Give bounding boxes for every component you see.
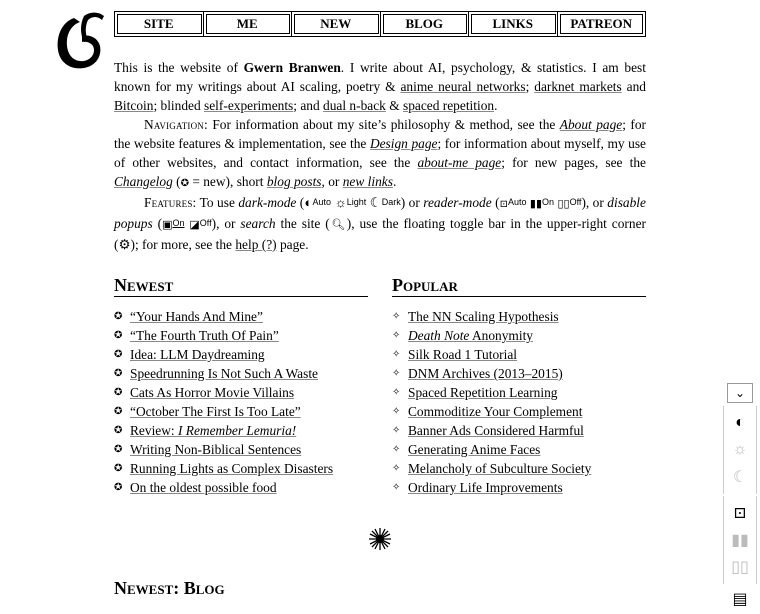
text: ), or (211, 216, 241, 231)
review-prefix: Review: (130, 423, 178, 438)
on-label: On (172, 218, 185, 228)
newest-link[interactable]: “The Fourth Truth Of Pain” (130, 328, 279, 343)
text: ), or (581, 195, 608, 210)
sparkle-bullet-icon: ✧ (392, 425, 401, 436)
sparkle-bullet-icon: ✧ (392, 387, 401, 398)
theme-toggle-group (723, 406, 757, 494)
popular-link[interactable]: Banner Ads Considered Harmful (408, 423, 584, 438)
sparkle-bullet-icon: ✧ (392, 368, 401, 379)
link-about-page[interactable]: About page (559, 117, 623, 132)
book-open-icon: ▮▮ (529, 198, 543, 210)
list-item (114, 345, 368, 364)
text: ( (152, 216, 163, 231)
sparkle-bullet-icon: ✧ (392, 349, 401, 360)
on-label: On (542, 197, 555, 207)
link-help[interactable]: help (?) (235, 237, 277, 252)
death-note-title: Death Note (408, 328, 470, 343)
reader-mode-term: reader-mode (423, 195, 492, 210)
new-bullet-icon: ✪ (114, 311, 123, 322)
intro-section (114, 58, 646, 254)
sparkle-bullet-icon: ✧ (392, 311, 401, 322)
new-bullet-icon: ✪ (114, 368, 123, 379)
reader-toggle-group (723, 496, 757, 584)
reader-on-button[interactable] (726, 528, 754, 552)
newest-link[interactable]: Writing Non-Biblical Sentences (130, 442, 302, 457)
popular-section (392, 275, 646, 497)
search-term: search (240, 216, 276, 231)
chevron-down-icon: ⌄ (734, 385, 746, 400)
popup-on-icon: ▣ (162, 219, 173, 231)
newest-link[interactable]: Running Lights as Complex Disasters (130, 461, 334, 476)
list-item (392, 402, 646, 421)
popular-heading: Popular (392, 275, 646, 297)
theme-light-button[interactable] (726, 438, 754, 462)
off-label: Off (569, 197, 582, 207)
text: ; for new pages, see the (501, 155, 647, 170)
link-bitcoin[interactable]: Bitcoin (114, 98, 154, 113)
link-about-me-page[interactable]: about-me page (417, 155, 502, 170)
list-item (114, 307, 368, 326)
newest-link[interactable]: “October The First Is Too Late” (130, 404, 301, 419)
popular-link[interactable] (408, 326, 533, 345)
menu-icon: ▤ (732, 591, 748, 608)
dark-label: Dark (381, 197, 401, 207)
theme-dark-button[interactable] (726, 465, 754, 489)
text: and (621, 79, 646, 94)
popular-link[interactable]: Spaced Repetition Learning (408, 385, 558, 400)
text: ; for information about myself, my use of other websites, and contact information, see the (114, 136, 646, 170)
text: . (392, 174, 397, 189)
popular-link[interactable]: DNM Archives (2013–2015) (408, 366, 563, 381)
nav-patreon[interactable]: PATREON (558, 12, 646, 36)
site-logo[interactable] (54, 12, 106, 72)
floating-toggle-bar (723, 380, 757, 614)
link-spaced-repetition[interactable]: spaced repetition (403, 98, 495, 113)
list-item (392, 383, 646, 402)
text: page. (276, 237, 309, 252)
list-item (114, 421, 368, 440)
popular-link[interactable]: Generating Anime Faces (408, 442, 541, 457)
link-design-page[interactable]: Design page (369, 136, 438, 151)
reader-auto-button[interactable] (726, 501, 754, 525)
list-item (114, 440, 368, 459)
nav-site[interactable]: SITE (115, 12, 204, 36)
newest-link[interactable]: Speedrunning Is Not Such A Waste (130, 366, 318, 381)
sparkle-bullet-icon: ✧ (392, 444, 401, 455)
list-item (392, 440, 646, 459)
newest-link[interactable]: Idea: LLM Daydreaming (130, 347, 265, 362)
text: ( (491, 195, 500, 210)
section-divider-star-icon (368, 527, 392, 551)
nav-me[interactable]: ME (204, 12, 293, 36)
popular-link[interactable]: Commoditize Your Complement (408, 404, 583, 419)
newest-link[interactable]: “Your Hands And Mine” (130, 309, 263, 324)
newest-section (114, 275, 368, 497)
popup-off-icon: ◪ (189, 219, 200, 231)
book-outline-icon: ▯▯ (557, 198, 570, 210)
text: ) or (400, 195, 424, 210)
contrast-icon: ◐ (735, 414, 745, 431)
newest-link[interactable]: On the oldest possible food (130, 480, 277, 495)
list-item (392, 421, 646, 440)
sparkle-bullet-icon: ✧ (392, 406, 401, 417)
link-changelog[interactable]: Changelog (114, 174, 173, 189)
list-item (114, 402, 368, 421)
text: the site ( (275, 216, 330, 231)
nav-new[interactable]: NEW (292, 12, 381, 36)
extract-mode-button[interactable] (726, 587, 754, 611)
popular-link[interactable]: Ordinary Life Improvements (408, 480, 563, 495)
newest-blog-heading: Newest: Blog (114, 578, 225, 598)
text: ; (525, 79, 535, 94)
new-bullet-icon: ✪ (114, 425, 123, 436)
new-bullet-icon: ✪ (114, 444, 123, 455)
text: = new), short (188, 174, 267, 189)
text: ; and (293, 98, 324, 113)
book-outline-icon: ▯▯ (731, 559, 749, 576)
sun-icon: ☼ (732, 441, 748, 458)
link-dual-n-back[interactable]: dual n-back (323, 98, 386, 113)
new-bullet-icon: ✪ (114, 406, 123, 417)
new-bullet-icon: ✪ (114, 482, 123, 493)
text: ; for the website features & implementation, see the (114, 117, 646, 151)
navigation-label: Navigation: (144, 117, 208, 132)
features-label: Features: (144, 195, 197, 210)
link-new-links[interactable]: new links (342, 174, 393, 189)
list-item (114, 478, 368, 497)
new-bullet-icon: ✪ (114, 387, 123, 398)
list-item (392, 459, 646, 478)
link-blog-posts[interactable]: blog posts (266, 174, 322, 189)
list-item (114, 364, 368, 383)
text: Anonymity (469, 328, 533, 343)
text: . I write about AI, psychology, & statistics. I am best known for my writings about AI scaling, poetry & (114, 60, 646, 94)
nav-blog[interactable]: BLOG (381, 12, 470, 36)
popular-link[interactable]: Melancholy of Subculture Society (408, 461, 592, 476)
author-name: Gwern Branwen (243, 60, 341, 75)
list-item (392, 326, 646, 345)
features-paragraph (114, 193, 646, 254)
list-item (114, 383, 368, 402)
popular-link[interactable]: Silk Road 1 Tutorial (408, 347, 518, 362)
reader-off-button[interactable] (726, 555, 754, 579)
auto-label: Auto (507, 197, 527, 207)
disable-popups-term: disable popups (114, 195, 646, 231)
new-star-icon: ✪ (180, 178, 189, 189)
auto-label: Auto (312, 197, 332, 207)
popular-link[interactable]: The NN Scaling Hypothesis (408, 309, 559, 324)
list-item (392, 478, 646, 497)
text: To use (196, 195, 239, 210)
newest-list (114, 307, 368, 497)
list-item (392, 364, 646, 383)
text: ( (296, 195, 305, 210)
reader-auto-icon: ⊡ (733, 505, 747, 522)
newest-link[interactable]: Cats As Horror Movie Villains (130, 385, 295, 400)
theme-auto-button[interactable] (726, 411, 754, 435)
nav-links[interactable]: LINKS (469, 12, 558, 36)
newest-link[interactable] (130, 421, 296, 440)
text: & (385, 98, 403, 113)
auto-contrast-icon: ◐ (304, 195, 313, 210)
dark-mode-term: dark-mode (238, 195, 297, 210)
navigation-paragraph (114, 115, 646, 193)
popular-list (392, 307, 646, 497)
light-label: Light (346, 197, 367, 207)
sparkle-bullet-icon: ✧ (392, 482, 401, 493)
review-title: I Remember Lemuria! (177, 423, 297, 438)
text: For information about my site’s philosophy & method, see the (207, 117, 560, 132)
text: ); for more, see the (130, 237, 236, 252)
list-item (392, 345, 646, 364)
sun-icon: ☼ (334, 195, 347, 210)
new-bullet-icon: ✪ (114, 330, 123, 341)
top-nav (114, 11, 646, 37)
moon-icon: ☾ (369, 195, 382, 210)
new-bullet-icon: ✪ (114, 463, 123, 474)
text: ; blinded (153, 98, 205, 113)
text: . (494, 98, 498, 113)
new-bullet-icon: ✪ (114, 349, 123, 360)
link-anime-neural-networks[interactable]: anime neural networks (400, 79, 526, 94)
gwern-logo-icon (54, 12, 106, 72)
text: This is the website of (114, 60, 244, 75)
search-icon: 🔍︎ (329, 219, 347, 231)
gear-icon: ⚙ (118, 237, 131, 252)
moon-icon: ☾ (732, 469, 748, 486)
sparkle-bullet-icon: ✧ (392, 463, 401, 474)
intro-paragraph (114, 58, 646, 115)
sparkle-bullet-icon: ✧ (392, 330, 401, 341)
list-item (114, 459, 368, 478)
list-item (114, 326, 368, 345)
link-darknet-markets[interactable]: darknet markets (534, 79, 622, 94)
collapse-toggle-bar-button[interactable] (727, 383, 753, 403)
text: , or (321, 174, 343, 189)
book-open-icon: ▮▮ (731, 532, 749, 549)
off-label: Off (199, 218, 212, 228)
reader-auto-icon: ⊡ (499, 199, 508, 210)
newest-heading: Newest (114, 275, 368, 297)
text: ), use the floating toggle bar in the upper-right corner ( (114, 216, 646, 252)
list-item (392, 307, 646, 326)
text: ( (172, 174, 181, 189)
link-self-experiments[interactable]: self-experiments (204, 98, 294, 113)
